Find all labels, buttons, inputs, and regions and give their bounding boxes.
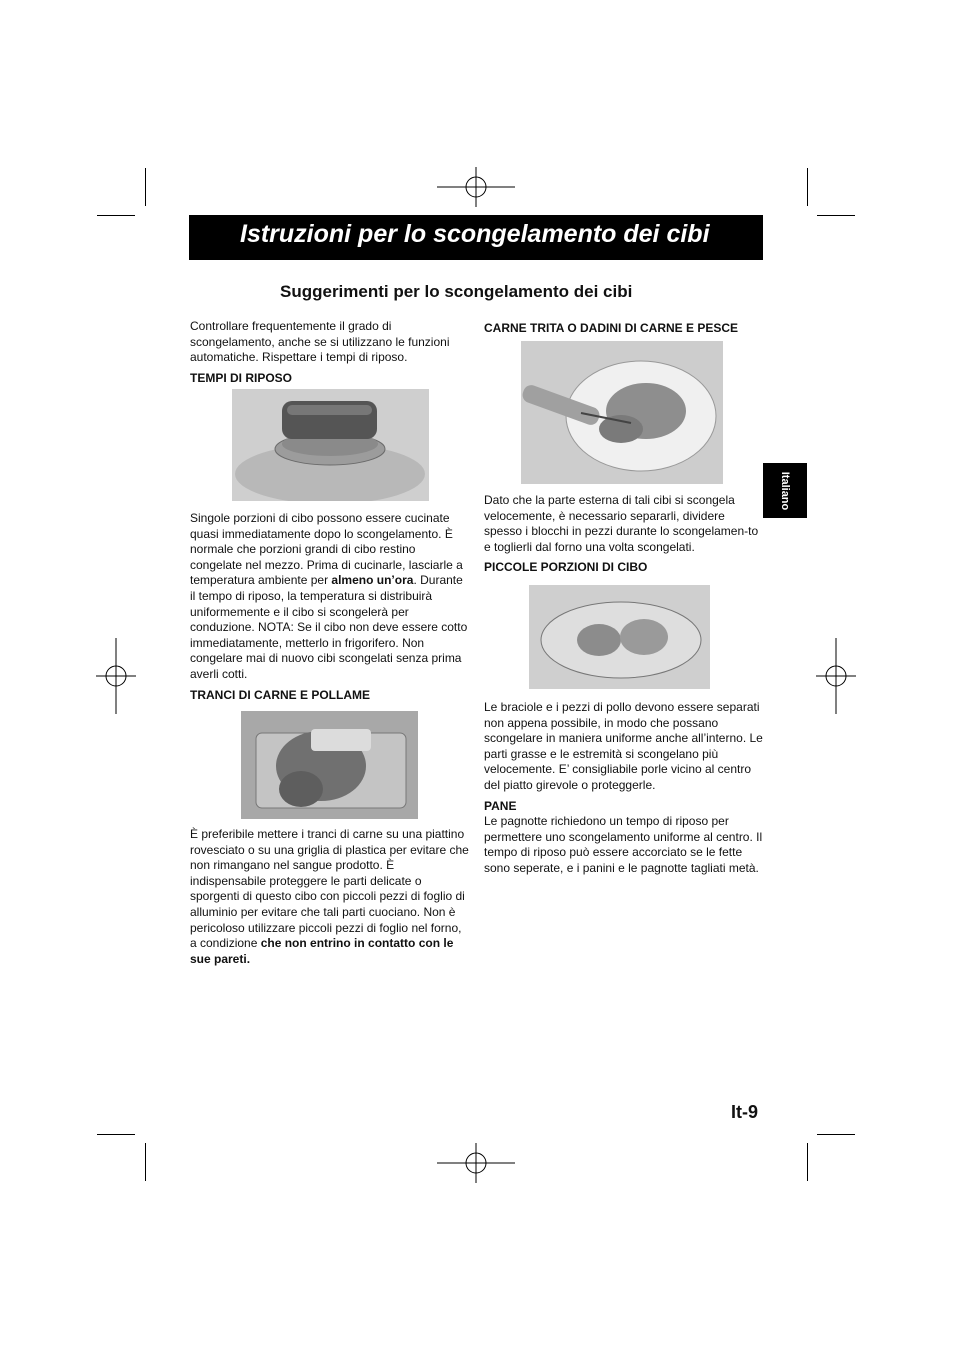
section-title: Suggerimenti per lo scongelamento dei cibi — [280, 282, 633, 301]
left-column-end — [190, 827, 470, 967]
poultry-bold: che non entrino in contatto con le sue pareti. — [190, 936, 454, 966]
left-column-body — [190, 511, 470, 703]
left-column — [190, 319, 470, 386]
registration-mark-icon — [96, 638, 136, 714]
resting-text: Singole porzioni di cibo possono essere cucinate quasi immediatamente dopo lo scongelamento. È normale che porzioni grandi di cibo restino congelate nel mezzo. Prima di cucinarle, lasciarle a temperatura ambiente per — [190, 511, 463, 588]
poultry-paragraph — [190, 827, 470, 967]
heading-carne-trita: CARNE TRITA O DADINI DI CARNE E PESCE — [484, 321, 739, 335]
registration-mark-icon — [816, 638, 856, 714]
resting-paragraph — [190, 511, 470, 683]
heading-piccole-porzioni: PICCOLE PORZIONI DI CIBO — [484, 560, 648, 575]
crop-mark — [807, 168, 808, 206]
registration-mark-icon — [437, 1143, 515, 1183]
heading-pane: PANE — [484, 798, 517, 813]
right-column-end — [484, 700, 764, 877]
minced-paragraph: Dato che la parte esterna di tali cibi si scongela velocemente, è necessario separarli, dividere spesso i blocchi in pezzi durante lo scongelamen-to e toglierli dal forno una volta scongelati. — [484, 493, 759, 554]
resting-text-end: . Durante il tempo di riposo, la temperatura si distribuirà uniformemente e il cibo si scongelerà per conduzione. NOTA: Se il cibo non deve essere cotto immediatamente, metterlo in frigorifero. Non congelare mai di nuovo cibi scongelati senza prima averli cotti. — [190, 573, 468, 681]
small-portions-paragraph: Le braciole e i pezzi di pollo devono essere separati non appena possibile, in modo che possano scongelare in maniera uniforme anche all’interno. Le parti grasse e le estremità si scongelano più velocemente. E’ consigliabile porle vicino al centro del piatto girevole o proteggerle. — [484, 700, 763, 792]
poultry-text: È preferibile mettere i tranci di carne su una piattino rovesciato o su una griglia di plastica per evitare che non rimangano nel sangue prodotto. È indispensabile proteggere le parti delicate o sporgenti di questo cibo con piccoli pezzi di foglio di alluminio per evitare che tali parti cuociano. Non è pericoloso utilizzare piccoli pezzi di foglio nel forno, a condizione — [190, 827, 469, 951]
photo-poultry-in-dish — [241, 711, 418, 819]
page-number: It-9 — [731, 1102, 758, 1122]
crop-mark — [145, 168, 146, 206]
right-column — [484, 321, 764, 337]
crop-mark — [145, 1143, 146, 1181]
heading-tranci: TRANCI DI CARNE E POLLAME — [190, 687, 370, 702]
crop-mark — [97, 215, 135, 216]
title-bar — [189, 215, 763, 260]
language-tab — [763, 463, 807, 518]
registration-mark-icon — [437, 167, 515, 207]
resting-bold: almeno un’ora — [331, 573, 414, 588]
crop-mark — [817, 215, 855, 216]
bread-paragraph: Le pagnotte richiedono un tempo di riposo per permettere uno scongelamento uniforme al centro. Il tempo di riposo può essere accorciato se le fette sono seperate, e i panini e le pagnotte tagliati metà. — [484, 814, 763, 875]
photo-small-portions — [529, 585, 710, 689]
heading-tempi-di-riposo: TEMPI DI RIPOSO — [190, 370, 293, 385]
intro-paragraph: Controllare frequentemente il grado di scongelamento, anche se si utilizzano le funzioni automatiche. Rispettare i tempi di riposo. — [190, 319, 450, 365]
crop-mark — [807, 1143, 808, 1181]
crop-mark — [97, 1134, 135, 1135]
language-tab-label: Italiano — [779, 471, 791, 510]
photo-separating-pieces — [521, 341, 723, 484]
photo-roast-on-rack — [232, 389, 429, 501]
crop-mark — [817, 1134, 855, 1135]
page-title: Istruzioni per lo scongelamento dei cibi — [240, 220, 710, 248]
right-column-body — [484, 493, 764, 576]
